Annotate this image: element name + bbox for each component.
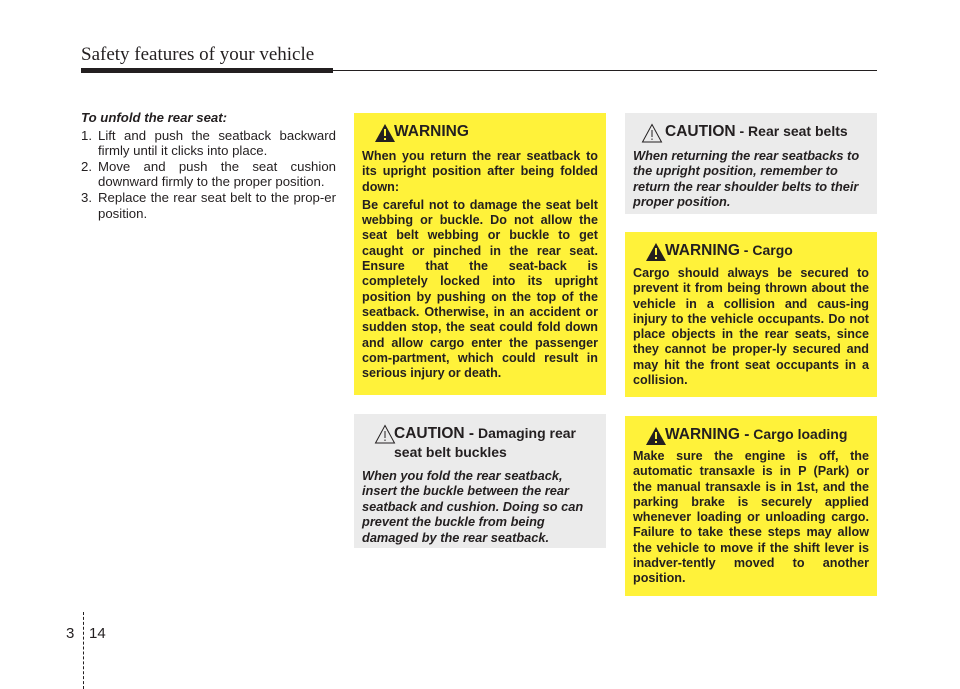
caution-box-buckles [354,414,606,548]
caution-title: CAUTION [665,123,736,140]
warning-paragraph: Be careful not to damage the seat belt webbing or buckle. Do not allow the seat belt webbing or buckle to get caught or pinched in the rear seat. Ensure that the seat-back is completely locked into its upright position by pushing on the top of the seatback. Otherwise, in an accident or sudden stop, the seat could fold down and allow cargo enter the passenger com-partment, which could result in serious injury or death. [362,197,598,381]
warning-title: WARNING [394,123,469,140]
page-divider [83,612,84,689]
caution-subtitle: - Rear seat belts [735,123,848,139]
warning-body: Cargo should always be secured to prevent it from being thrown about the vehicle in a collision and caus-ing injury to the vehicle occupants. Do not place objects in the rear seats, since they cannot be proper-ly secured and may hit the front seat occupants in a collision. [633,266,869,388]
caution-body: When returning the rear seatbacks to the upright position, remember to return the rear shoulder belts to their proper position. [633,148,860,210]
warning-title: WARNING - [665,426,750,443]
caution-body: When you fold the rear seatback, insert the buckle between the rear seatback and cushion. Doing so can prevent the buckle from being damaged by the rear seatback. [362,468,584,545]
step-text: Replace the rear seat belt to the prop-er position. [98,189,336,221]
warning-subtitle: Cargo loading [749,426,848,442]
step-number: 2. [81,158,92,174]
warning-body [362,149,598,381]
section-title: Safety features of your vehicle [81,44,315,65]
step-number: 1. [81,127,92,143]
step-text: Move and push the seat cushion downward firmly to the proper position. [98,158,336,190]
warning-body: Make sure the engine is off, the automatic transaxle is in P (Park) or the manual transaxle is in 1st, and the parking brake is securely applied whenever loading or unloading cargo. Failure to take these steps may allow the vehicle to move if the shift lever is inadver-tently moved to another position. [633,449,869,586]
instruction-step [81,190,336,221]
instructions-heading: To unfold the rear seat: [81,110,228,125]
caution-title: CAUTION - [394,425,475,442]
page-number: 14 [89,625,106,642]
instruction-step [81,128,336,159]
caution-subtitle: Damaging rear seat belt buckles [394,425,577,460]
warning-box-upright [354,113,606,395]
warning-paragraph: When you return the rear seatback to its upright position after being folded down: [362,149,598,194]
caution-triangle-icon [637,123,667,143]
warning-box-cargo [625,232,877,397]
warning-subtitle: - Cargo [739,242,793,258]
instruction-step [81,159,336,190]
caution-box-belts [625,113,877,214]
chapter-number: 3 [66,625,75,642]
step-number: 3. [81,189,92,205]
warning-title: WARNING [665,242,740,259]
step-text: Lift and push the seatback backward firmly until it clicks into place. [98,127,336,159]
unfold-instructions [81,110,336,221]
warning-box-cargo-loading [625,416,877,596]
header-rule [81,70,877,71]
